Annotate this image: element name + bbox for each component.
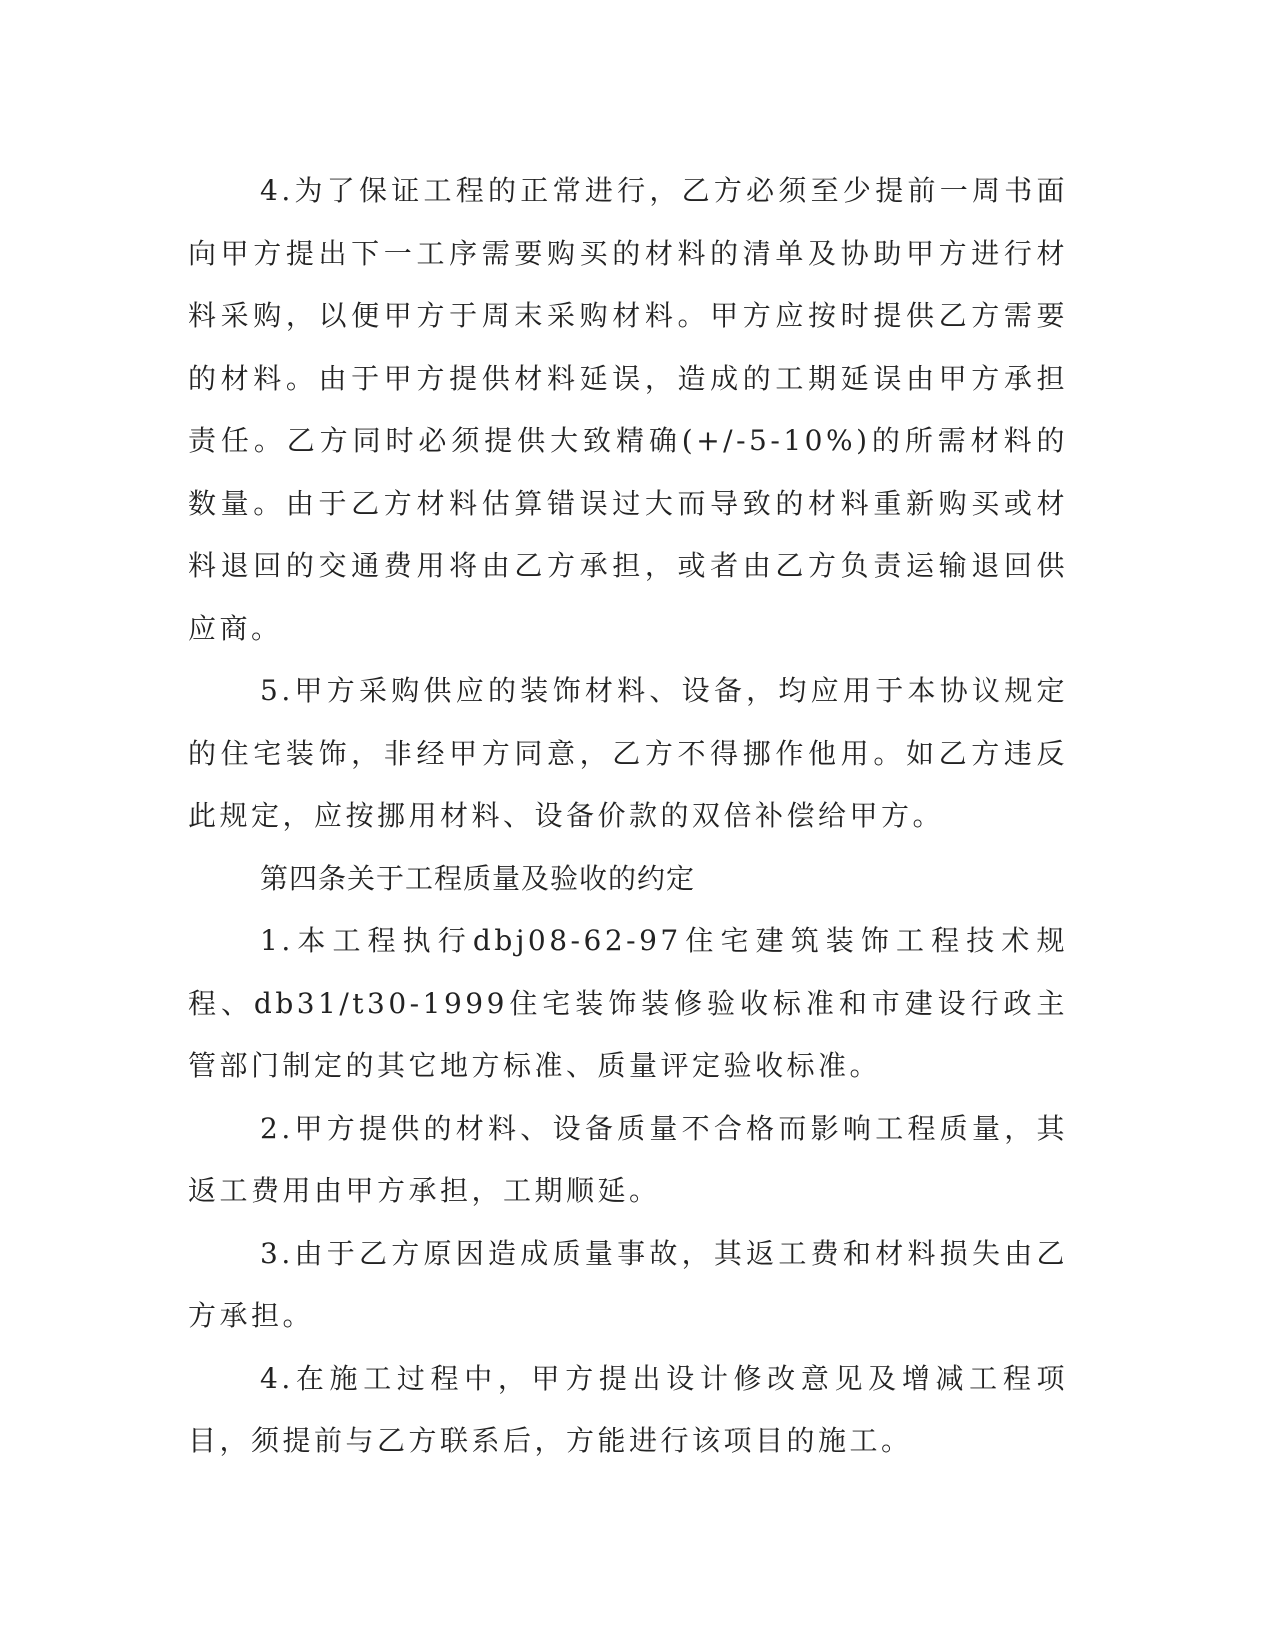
paragraph-standards: 1.本工程执行dbj08-62-97住宅建筑装饰工程技术规程、db31/t30-1999住宅装饰装修验收标准和市建设行政主管部门制定的其它地方标准、质量评定验收标准。 (188, 924, 1068, 1082)
paragraph-party-b-quality-accident: 3.由于乙方原因造成质量事故，其返工费和材料损失由乙方承担。 (188, 1236, 1068, 1332)
section-heading-quality-acceptance: 第四条关于工程质量及验收的约定 (260, 861, 696, 895)
document-body (188, 160, 1068, 1473)
paragraph-design-changes: 4.在施工过程中，甲方提出设计修改意见及增减工程项目，须提前与乙方联系后，方能进行该项目的施工。 (188, 1361, 1068, 1457)
paragraph-party-a-material-quality: 2.甲方提供的材料、设备质量不合格而影响工程质量，其返工费用由甲方承担，工期顺延。 (188, 1111, 1068, 1207)
paragraph-material-use-restriction: 5.甲方采购供应的装饰材料、设备，均应用于本协议规定的住宅装饰，非经甲方同意，乙方不得挪作他用。如乙方违反此规定，应按挪用材料、设备价款的双倍补偿给甲方。 (188, 674, 1068, 832)
paragraph-material-list-notice: 4.为了保证工程的正常进行，乙方必须至少提前一周书面向甲方提出下一工序需要购买的材料的清单及协助甲方进行材料采购，以便甲方于周末采购材料。甲方应按时提供乙方需要的材料。由于甲方提供材料延误，造成的工期延误由甲方承担责任。乙方同时必须提供大致精确(+/-5-10%)的所需材料的数量。由于乙方材料估算错误过大而导致的材料重新购买或材料退回的交通费用将由乙方承担，或者由乙方负责运输退回供应商。 (188, 174, 1068, 645)
